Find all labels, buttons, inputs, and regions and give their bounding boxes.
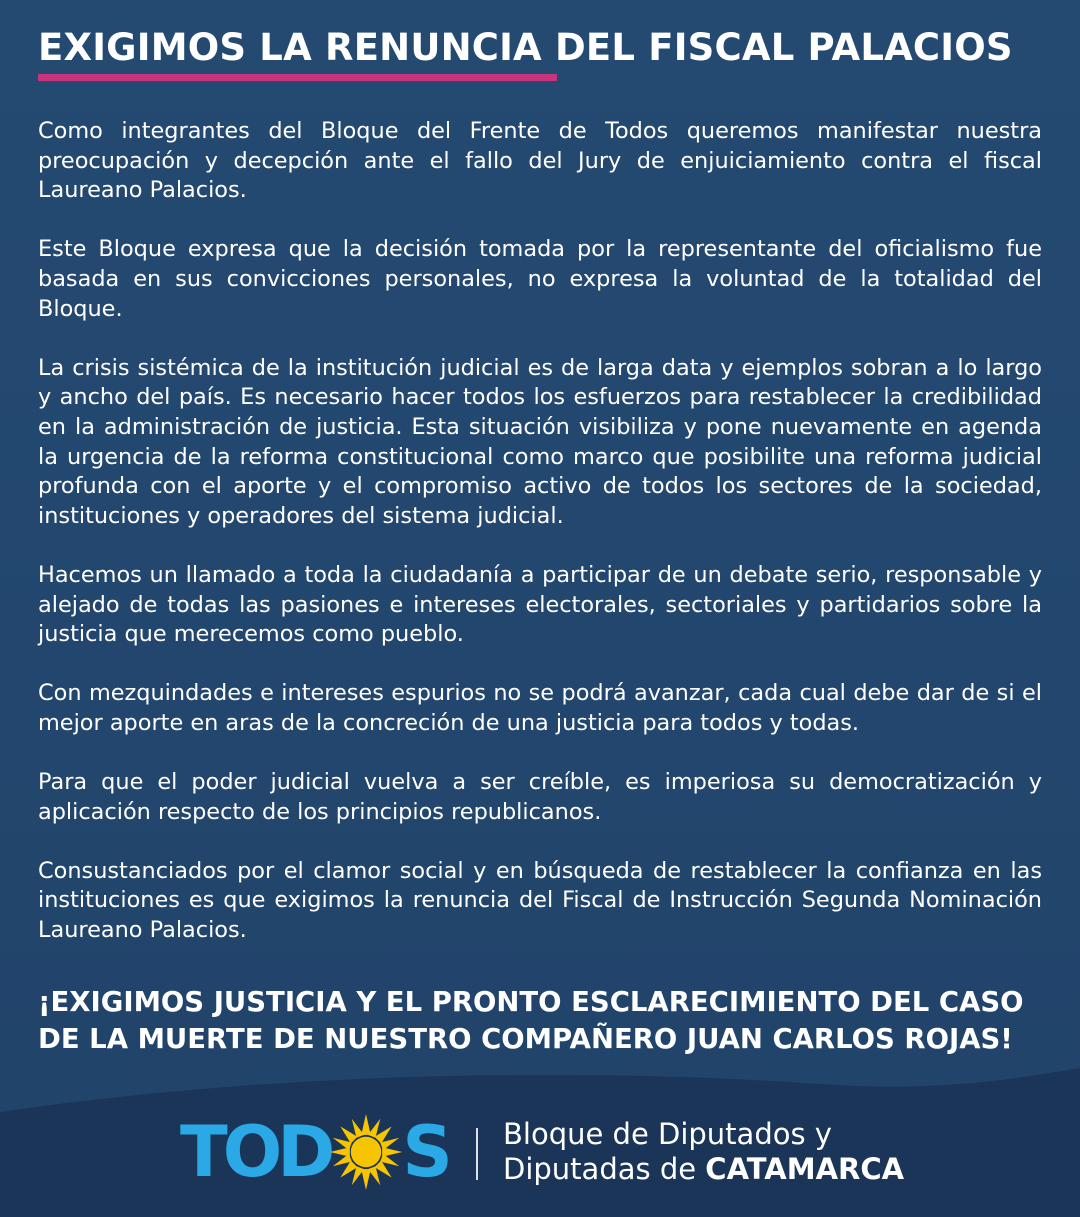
- paragraph: Para que el poder judicial vuelva a ser creíble, es imperiosa su democratización y aplicación respecto de los principios republicanos.: [38, 769, 1042, 825]
- closing-line: DE LA MUERTE DE NUESTRO COMPAÑERO JUAN CARLOS ROJAS!: [38, 1023, 1013, 1055]
- org-province: CATAMARCA: [705, 1152, 905, 1186]
- paragraph: La crisis sistémica de la institución judicial es de larga data y ejemplos sobran a lo largo y ancho del país. Es necesario hacer todos los esfuerzos para restablecer la credibilidad en la administración de justicia. Esta situación visibiliza y pone nuevamente en agenda la urgencia de la reforma constitucional como marco que posibilite una reforma judicial profunda con el aporte y el compromiso activo de todos los sectores de la sociedad, instituciones y operadores del sistema judicial.: [38, 354, 1042, 529]
- title-underline: [38, 74, 557, 81]
- paragraph: Este Bloque expresa que la decisión tomada por la representante del oficialismo fue basada en sus convicciones personales, no expresa la voluntad de la totalidad del Bloque.: [38, 236, 1042, 322]
- paragraph: Consustanciados por el clamor social y en búsqueda de restablecer la confianza en las instituciones es que exigimos la renuncia del Fiscal de Instrucción Segunda Nominación Laureano Palacios.: [38, 857, 1042, 944]
- sun-icon: [328, 1112, 404, 1192]
- org-line-2: [503, 1152, 904, 1187]
- logo-text-right: S: [402, 1111, 448, 1193]
- paragraph: Hacemos un llamado a toda la ciudadanía a participar de un debate serio, responsable y alejado de todas las pasiones e intereses electorales, sectoriales y partidarios sobre la justicia que merecemos como pueblo.: [38, 561, 1042, 648]
- paragraph: Con mezquindades e intereses espurios no se podrá avanzar, cada cual debe dar de si el mejor aporte en aras de la concreción de una justicia para todos y todas.: [38, 680, 1042, 736]
- statement-body: [38, 117, 1042, 975]
- org-line-1: Bloque de Diputados y: [503, 1117, 832, 1151]
- logo-text-left: TOD: [180, 1111, 331, 1193]
- footer-divider: [476, 1128, 478, 1180]
- todos-logo: [180, 1112, 448, 1192]
- page-title: EXIGIMOS LA RENUNCIA DEL FISCAL PALACIOS: [38, 26, 1013, 69]
- paragraph: Como integrantes del Bloque del Frente de Todos queremos manifestar nuestra preocupación y decepción ante el fallo del Jury de enjuiciamiento contra el fiscal Laureano Palacios.: [38, 118, 1042, 204]
- organization-name: [503, 1117, 904, 1187]
- closing-demand: [38, 984, 1048, 1058]
- closing-line: ¡EXIGIMOS JUSTICIA Y EL PRONTO ESCLARECIMIENTO DEL CASO: [38, 986, 1024, 1018]
- org-line-2-prefix: Diputadas de: [503, 1152, 706, 1186]
